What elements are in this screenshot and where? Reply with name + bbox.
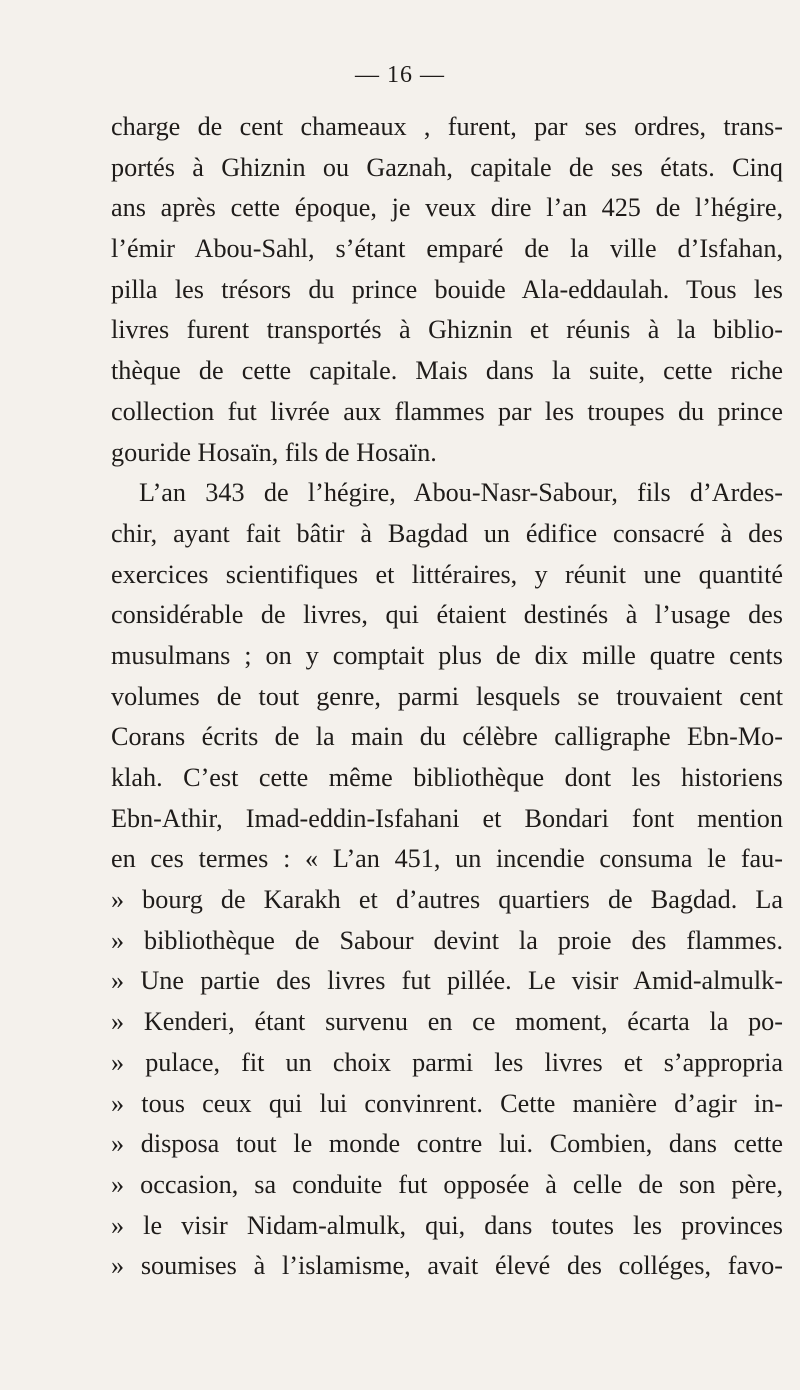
text-line: musulmans ; on y comptait plus de dix mille quatre cents (111, 640, 783, 670)
quote-line: » bibliothèque de Sabour devint la proie des flammes. (111, 925, 783, 955)
text-line: charge de cent chameaux , furent, par ses ordres, trans- (111, 112, 783, 141)
quote-line: » bourg de Karakh et d’autres quartiers de Bagdad. La (111, 885, 783, 915)
text-line-paragraph-start: L’an 343 de l’hégire, Abou-Nasr-Sabour, fils d’Ardes- (139, 478, 783, 508)
page-number: — 16 — (355, 62, 445, 88)
body-text (111, 107, 783, 1287)
text-line: pilla les trésors du prince bouide Ala-eddaulah. Tous les (111, 274, 783, 304)
text-line: Corans écrits de la main du célèbre calligraphe Ebn-Mo- (111, 722, 783, 752)
quote-line: » soumises à l’islamisme, avait élevé des colléges, favo- (111, 1251, 783, 1281)
text-line: l’émir Abou-Sahl, s’étant emparé de la ville d’Isfahan, (111, 234, 783, 264)
quote-line: » pulace, fit un choix parmi les livres et s’appropria (111, 1047, 783, 1077)
text-line: volumes de tout genre, parmi lesquels se trouvaient cent (111, 681, 783, 711)
quote-line: » Une partie des livres fut pillée. Le visir Amid-almulk- (111, 966, 783, 996)
quote-line: » Kenderi, étant survenu en ce moment, écarta la po- (111, 1007, 783, 1037)
quote-line: » disposa tout le monde contre lui. Combien, dans cette (111, 1129, 783, 1159)
text-line: chir, ayant fait bâtir à Bagdad un édifice consacré à des (111, 518, 783, 548)
quote-line: » tous ceux qui lui convinrent. Cette manière d’agir in- (111, 1088, 783, 1118)
text-line: exercices scientifiques et littéraires, y réunit une quantité (111, 559, 783, 589)
text-line: en ces termes : « L’an 451, un incendie consuma le fau- (111, 844, 783, 874)
text-line: collection fut livrée aux flammes par les troupes du prince (111, 396, 783, 426)
text-line: thèque de cette capitale. Mais dans la suite, cette riche (111, 356, 783, 386)
text-line: livres furent transportés à Ghiznin et réunis à la biblio- (111, 315, 783, 345)
text-line: ans après cette époque, je veux dire l’an 425 de l’hégire, (111, 193, 783, 223)
quote-line: » le visir Nidam-almulk, qui, dans toutes les provinces (111, 1210, 783, 1240)
text-line: klah. C’est cette même bibliothèque dont les historiens (111, 763, 783, 792)
text-line-paragraph-end: gouride Hosaïn, fils de Hosaïn. (111, 437, 437, 467)
text-line: portés à Ghiznin ou Gaznah, capitale de ses états. Cinq (111, 152, 783, 182)
text-line: Ebn-Athir, Imad-eddin-Isfahani et Bondari font mention (111, 803, 783, 833)
text-line: considérable de livres, qui étaient destinés à l’usage des (111, 600, 783, 630)
quote-line: » occasion, sa conduite fut opposée à celle de son père, (111, 1169, 783, 1199)
